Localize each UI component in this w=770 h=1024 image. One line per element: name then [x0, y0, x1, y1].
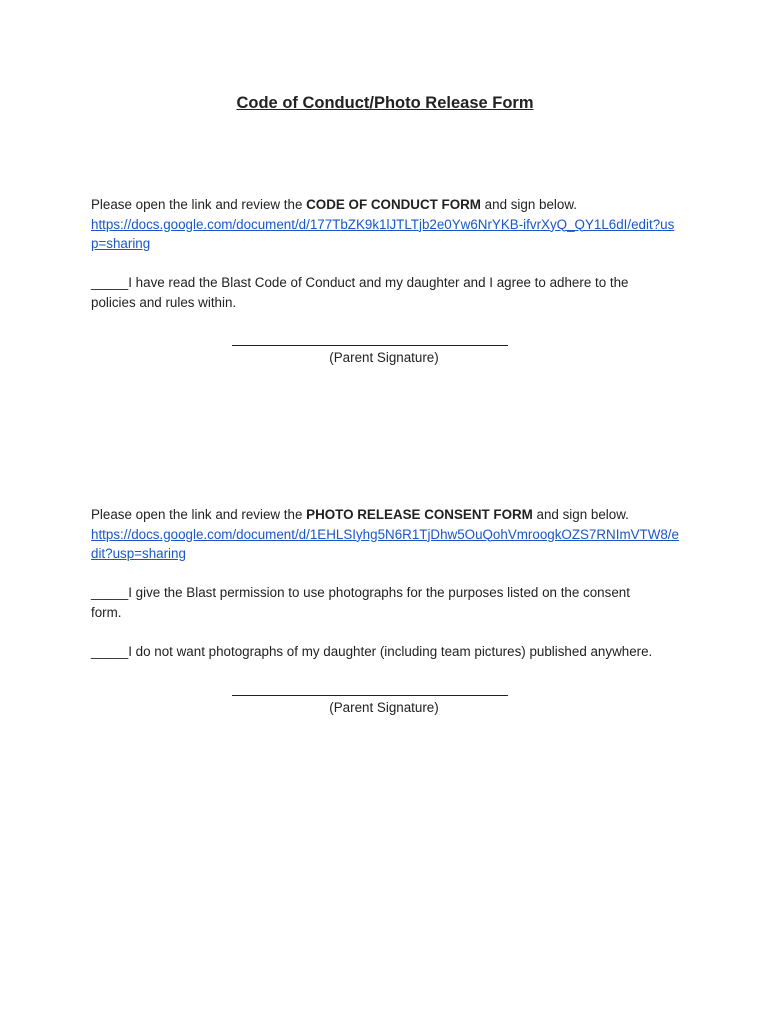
page-title: Code of Conduct/Photo Release Form: [236, 94, 534, 112]
code-of-conduct-intro: [91, 195, 691, 215]
intro-text: Please open the link and review the: [91, 197, 307, 212]
statement-line-1: _____I have read the Blast Code of Conduct and my daughter and I agree to adhere to the: [91, 275, 629, 290]
photo-release-section: [91, 505, 691, 661]
code-of-conduct-link[interactable]: https://docs.google.com/document/d/177TbZK9k1lJTLTjb2e0Yw6NrYKB-ifvrXyQ_QY1L6dI/edit?usp=sharing: [91, 216, 675, 251]
statement-line-2: policies and rules within.: [91, 294, 237, 310]
photo-release-link[interactable]: https://docs.google.com/document/d/1EHLSIyhg5N6R1TjDhw5OuQohVmroogkOZS7RNImVTW8/edit?usp=sharing: [91, 526, 679, 561]
photo-consent-option-give: [91, 583, 691, 622]
intro-text-end: and sign below.: [532, 507, 629, 522]
intro-bold-text: PHOTO RELEASE CONSENT FORM: [306, 507, 533, 522]
option-line-1: _____I give the Blast permission to use photographs for the purposes listed on the consent: [91, 585, 630, 600]
photo-consent-option-decline: _____I do not want photographs of my daughter (including team pictures) published anywhere.: [91, 643, 653, 659]
signature-block-1: [0, 334, 770, 366]
intro-text: Please open the link and review the: [91, 507, 307, 522]
signature-block-2: [0, 684, 770, 716]
signature-line[interactable]: [232, 687, 508, 696]
signature-label: (Parent Signature): [329, 350, 439, 365]
code-of-conduct-section: [91, 195, 691, 312]
intro-text-end: and sign below.: [480, 197, 577, 212]
intro-bold-text: CODE OF CONDUCT FORM: [306, 197, 481, 212]
option-line-2: form.: [91, 604, 122, 620]
signature-line[interactable]: [232, 337, 508, 346]
code-of-conduct-statement: [91, 273, 691, 312]
signature-label: (Parent Signature): [329, 700, 439, 715]
photo-release-intro: [91, 505, 691, 525]
